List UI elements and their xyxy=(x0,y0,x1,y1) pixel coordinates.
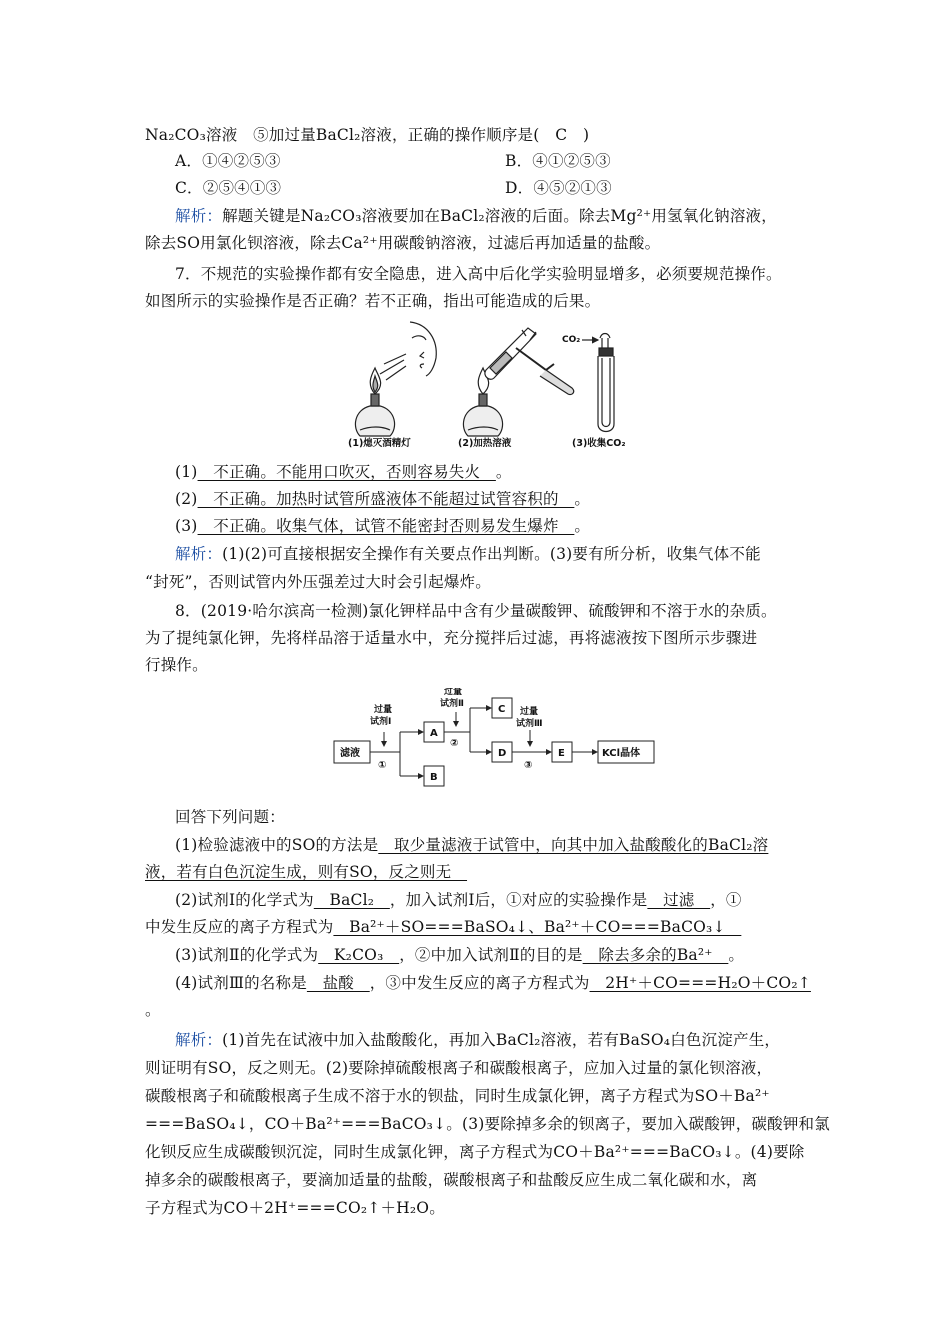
q8-part4-answer-a: 盐酸 xyxy=(306,974,370,992)
q6-explanation-line1: 解析：解题关键是Na₂CO₃溶液要加在BaCl₂溶液的后面。除去Mg²⁺用氢氧化钠溶液， xyxy=(175,207,777,225)
q8-part2-line1: (2)试剂Ⅰ的化学式为 BaCl₂ ，加入试剂Ⅰ后，①对应的实验操作是 过滤 ，① xyxy=(175,891,742,909)
q8-part3-answer-b: 除去多余的Ba²⁺ xyxy=(582,946,729,964)
q7-answer-2-text: 不正确。加热时试管所盛液体不能超过试管容积的 xyxy=(197,490,575,508)
q6-option-b: B．④①②⑤③ xyxy=(505,152,611,170)
q8-part1-line1: (1)检验滤液中的SO的方法是 取少量滤液于试管中，向其中加入盐酸酸化的BaCl₂溶 xyxy=(175,836,769,854)
q6-line1: Na₂CO₃溶液 ⑤加过量BaCl₂溶液，正确的操作顺序是( C ) xyxy=(145,126,590,144)
purification-flowchart xyxy=(330,688,660,794)
alcohol-lamp-2 xyxy=(463,368,502,436)
q6-option-a: A．①④②⑤③ xyxy=(175,152,281,170)
q8-explanation-line3: 碳酸根离子和硫酸根离子生成不溶于水的钡盐，同时生成氯化钾，离子方程式为SO＋Ba²⁺ xyxy=(145,1087,770,1105)
co2-label: CO₂ xyxy=(562,335,581,345)
flow-start-label: 滤液 xyxy=(340,748,360,759)
flow-a-label: A xyxy=(430,728,438,739)
sealed-test-tube xyxy=(582,334,614,432)
reagent-1-qty: 过量 xyxy=(374,705,393,715)
q8-part4-answer-b: 2H⁺＋CO===H₂O＋CO₂↑ xyxy=(589,974,811,992)
q7-answer-2: (2) 不正确。加热时试管所盛液体不能超过试管容积的 。 xyxy=(175,490,591,508)
q7-explanation-line1: 解析：(1)(2)可直接根据安全操作有关要点作出判断。(3)要有所分析，收集气体不能 xyxy=(175,545,761,563)
flow-e-label: E xyxy=(558,748,565,759)
q8-part3-answer-a: K₂CO₃ xyxy=(318,946,400,964)
reagent-3-name: 试剂Ⅲ xyxy=(516,719,543,729)
explanation-label: 解析： xyxy=(175,207,223,225)
figure-caption-1: (1)熄灭酒精灯 xyxy=(348,438,411,449)
flow-b-label: B xyxy=(430,772,438,783)
reagent-2-qty: 过量 xyxy=(444,688,463,697)
explanation-label: 解析： xyxy=(175,545,223,563)
q8-explanation-line6: 掉多余的碳酸根离子，要滴加适量的盐酸，碳酸根离子和盐酸反应生成二氧化碳和水，离 xyxy=(145,1171,758,1189)
q8-stem-line3: 行操作。 xyxy=(145,656,208,674)
q7-answer-3: (3) 不正确。收集气体，试管不能密封否则易发生爆炸 。 xyxy=(175,517,591,535)
q8-part2-answer-b: 过滤 xyxy=(647,891,711,909)
q6-explanation-line2: 除去SO用氯化钡溶液，除去Ca²⁺用碳酸钠溶液，过滤后再加适量的盐酸。 xyxy=(145,234,661,252)
q7-stem-line1: 7．不规范的实验操作都有安全隐患，进入高中后化学实验明显增多，必须要规范操作。 xyxy=(175,265,782,283)
reagent-1-name: 试剂Ⅰ xyxy=(370,717,392,727)
q8-part1-line2 xyxy=(145,861,467,883)
flow-d-label: D xyxy=(498,748,507,759)
q7-answer-1-text: 不正确。不能用口吹灭，否则容易失火 xyxy=(197,463,496,481)
q8-part2-answer-c: Ba²⁺＋SO===BaSO₄↓、Ba²⁺＋CO===BaCO₃↓ xyxy=(333,918,742,936)
q8-part2-answer-a: BaCl₂ xyxy=(313,891,390,909)
reagent-2-name: 试剂Ⅱ xyxy=(440,699,464,709)
q8-explanation-line4: ===BaSO₄↓，CO＋Ba²⁺===BaCO₃↓。(3)要除掉多余的钡离子，要加入碳酸钾，碳酸钾和氯 xyxy=(145,1115,830,1133)
q8-part4: (4)试剂Ⅲ的名称是 盐酸 ，③中发生反应的离子方程式为 2H⁺＋CO===H₂O＋CO₂↑ xyxy=(175,974,811,992)
explanation-label: 解析： xyxy=(175,1031,223,1049)
figure-caption-2: (2)加热溶液 xyxy=(458,438,512,449)
q7-answer-1: (1) 不正确。不能用口吹灭，否则容易失火 。 xyxy=(175,463,512,481)
step-2-mark: ② xyxy=(450,738,459,749)
q8-part4-end: 。 xyxy=(145,1001,161,1019)
q8-part3: (3)试剂Ⅱ的化学式为 K₂CO₃ ，②中加入试剂Ⅱ的目的是 除去多余的Ba²⁺ 。 xyxy=(175,946,745,964)
q7-explanation-line2: “封死”，否则试管内外压强差过大时会引起爆炸。 xyxy=(145,573,491,591)
q8-part1-answer-b: 液，若有白色沉淀生成，则有SO，反之则无 xyxy=(145,863,468,881)
q6-option-c: C．②⑤④①③ xyxy=(175,179,282,197)
q8-explanation-line2: 则证明有SO，反之则无。(2)要除掉硫酸根离子和碳酸根离子，应加入过量的氯化钡溶液， xyxy=(145,1059,773,1077)
q8-explanation-line1: 解析：(1)首先在试液中加入盐酸酸化，再加入BaCl₂溶液，若有BaSO₄白色沉淀产生， xyxy=(175,1031,781,1049)
q8-stem-line1: 8．(2019·哈尔滨高一检测)氯化钾样品中含有少量碳酸钾、硫酸钾和不溶于水的杂质。 xyxy=(175,602,777,620)
lab-operations-figure xyxy=(340,318,640,450)
step-1-mark: ① xyxy=(378,760,387,771)
q7-answer-3-text: 不正确。收集气体，试管不能密封否则易发生爆炸 xyxy=(197,517,575,535)
q8-explanation-line5: 化钡反应生成碳酸钡沉淀，同时生成氯化钾，离子方程式为CO＋Ba²⁺===BaCO₃↓。(4)要除 xyxy=(145,1143,805,1161)
q6-option-d: D．④⑤②①③ xyxy=(505,179,612,197)
face-blowing-illustration xyxy=(380,322,436,380)
q8-part1-answer-a: 取少量滤液于试管中，向其中加入盐酸酸化的BaCl₂溶 xyxy=(378,836,769,854)
flow-c-label: C xyxy=(498,704,506,715)
reagent-3-qty: 过量 xyxy=(520,707,539,717)
step-3-mark: ③ xyxy=(524,760,533,771)
q8-part2-line2: 中发生反应的离子方程式为 Ba²⁺＋SO===BaSO₄↓、Ba²⁺＋CO===BaCO₃↓ xyxy=(145,918,742,936)
figure-caption-3: (3)收集CO₂ xyxy=(572,438,626,449)
q8-stem-line2: 为了提纯氯化钾，先将样品溶于适量水中，充分搅拌后过滤，再将滤液按下图所示步骤进 xyxy=(145,629,758,647)
flow-end-label: KCl晶体 xyxy=(602,748,641,759)
q7-stem-line2: 如图所示的实验操作是否正确？若不正确，指出可能造成的后果。 xyxy=(145,292,601,310)
q8-explanation-line7: 子方程式为CO＋2H⁺===CO₂↑＋H₂O。 xyxy=(145,1199,445,1217)
q8-prompt: 回答下列问题： xyxy=(175,808,285,826)
test-tube-with-holder xyxy=(485,328,574,395)
